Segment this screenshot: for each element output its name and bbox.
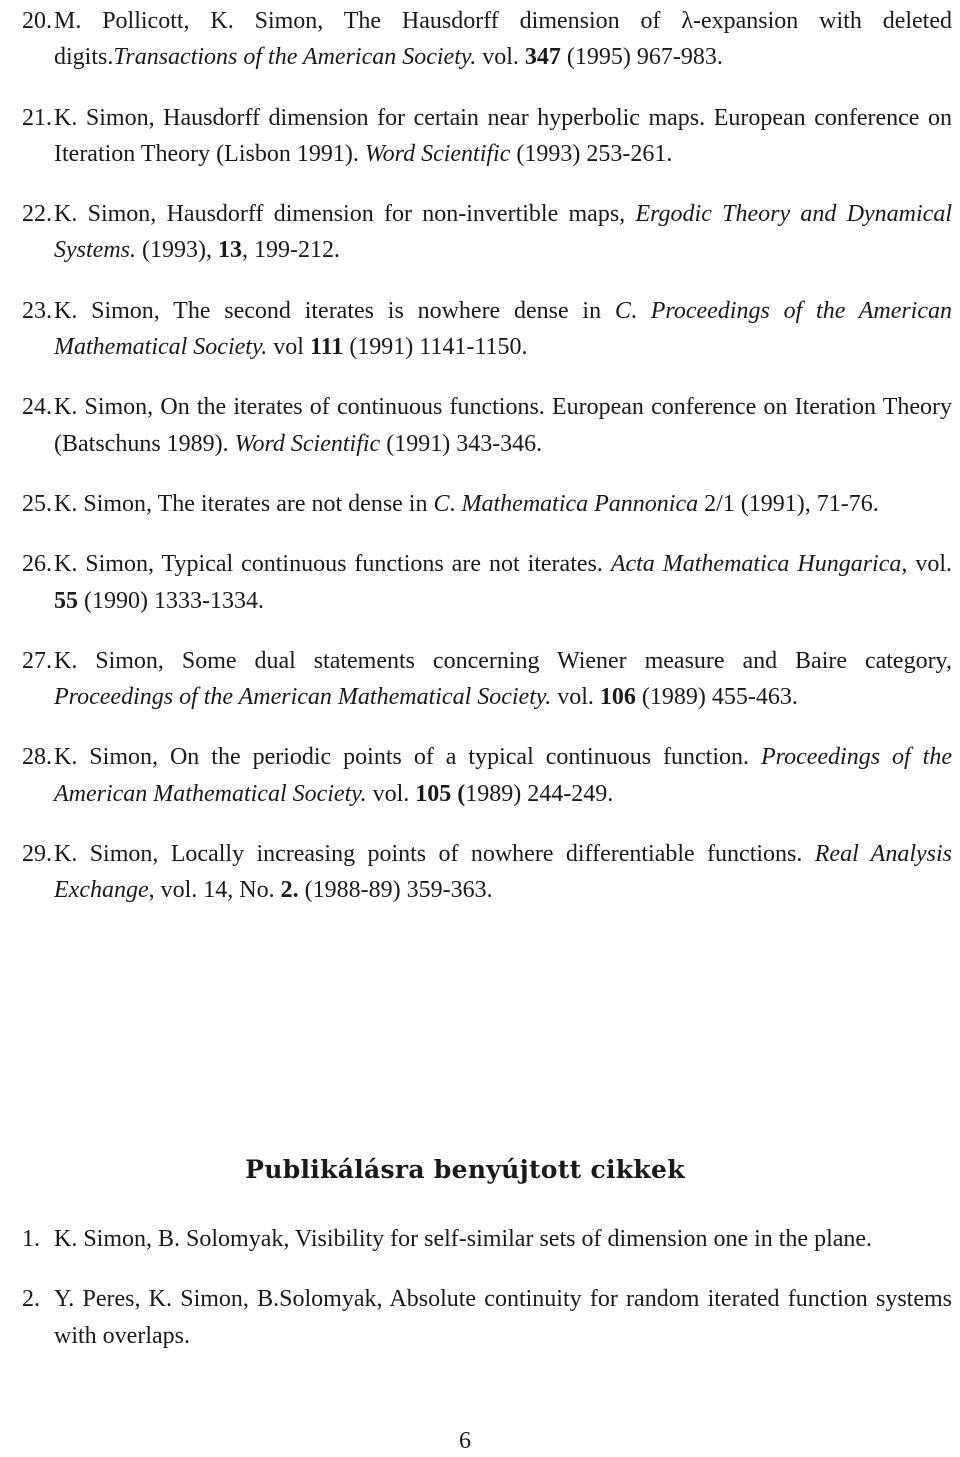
reference-title-end: .	[630, 297, 651, 324]
reference-venue: Proceedings of the American Mathematical Society.	[54, 684, 552, 711]
reference-title: Hausdorff dimension for non-invertible maps,	[166, 201, 636, 228]
reference-volume: 2.	[280, 877, 299, 904]
reference-item-29	[22, 836, 952, 909]
reference-pages: (1989) 455-463.	[635, 684, 798, 711]
reference-item-28	[22, 739, 952, 812]
submitted-item-1	[22, 1221, 952, 1257]
reference-venue: Word Scientific	[234, 430, 381, 457]
reference-item-20	[22, 3, 952, 76]
reference-title: The iterates are not dense in	[157, 490, 434, 517]
reference-venue: Real Analysis Exchange	[54, 841, 952, 904]
submitted-text: K. Simon, B. Solomyak, Visibility for self-similar sets of dimension one in the plane.	[54, 1226, 873, 1252]
reference-volume: 105 (	[415, 780, 466, 807]
reference-pre-volume: (1993),	[135, 237, 218, 264]
reference-author: K. Simon,	[54, 744, 170, 771]
reference-author: M. Pollicott, K. Simon,	[54, 8, 344, 34]
reference-volume: 106	[599, 684, 636, 711]
submitted-list	[22, 1218, 952, 1378]
reference-venue: Word Scientific	[364, 140, 511, 167]
reference-title: On the iterates of continuous functions. European conference on Iteration Theory (Batschuns 1989).	[54, 394, 953, 457]
reference-author: K. Simon,	[54, 201, 167, 228]
reference-pages: (1993) 253-261.	[510, 140, 673, 167]
reference-title: Typical continuous functions are not iterates.	[161, 551, 611, 578]
reference-number: 29.	[22, 841, 52, 868]
reference-volume: 55	[54, 587, 78, 614]
reference-author: K. Simon,	[54, 551, 162, 578]
reference-pre-volume: vol	[267, 334, 310, 361]
reference-item-27	[22, 643, 952, 716]
reference-list	[22, 0, 952, 933]
reference-title-end: .	[449, 490, 462, 517]
reference-author: K. Simon,	[54, 394, 161, 421]
reference-item-24	[22, 389, 952, 462]
reference-number: 28.	[22, 744, 52, 771]
reference-pages: (1991) 343-346.	[380, 430, 543, 457]
reference-pages: (1988-89) 359-363.	[298, 877, 493, 904]
submitted-number: 1.	[22, 1226, 40, 1252]
reference-pages: (1991) 1141-1150.	[343, 334, 528, 361]
reference-volume: 347	[524, 44, 561, 71]
reference-number: 26.	[22, 551, 52, 578]
reference-author: K. Simon,	[54, 297, 174, 324]
reference-title: Locally increasing points of nowhere differentiable functions.	[170, 841, 815, 868]
reference-title: The Hausdorff dimension of λ-expansion with deleted digits.	[54, 8, 952, 71]
reference-pre-volume: vol.	[907, 551, 953, 578]
reference-pre-volume: vol.	[476, 44, 525, 71]
reference-pages: 2/1 (1991), 71-76.	[698, 490, 879, 517]
reference-item-23	[22, 293, 952, 366]
reference-item-22	[22, 196, 952, 269]
reference-author: K. Simon,	[54, 841, 171, 868]
reference-number: 25.	[22, 490, 52, 517]
reference-author: K. Simon,	[54, 490, 158, 517]
reference-pre-volume: , vol. 14, No.	[148, 877, 281, 904]
reference-author: K. Simon,	[54, 104, 164, 131]
reference-number: 23.	[22, 297, 52, 324]
reference-pages: (1990) 1333-1334.	[78, 587, 264, 614]
reference-title: Hausdorff dimension for certain near hyperbolic maps. European conference on Iteration Theory (Lisbon 1991).	[54, 104, 952, 167]
reference-venue: Mathematica Pannonica	[461, 490, 699, 517]
reference-pages: (1995) 967-983.	[560, 44, 723, 71]
reference-number: 27.	[22, 647, 52, 674]
reference-item-26	[22, 546, 952, 619]
reference-title: Some dual statements concerning Wiener measure and Baire category,	[181, 647, 952, 674]
page-number: 6	[459, 1428, 471, 1454]
reference-title: On the periodic points of a typical continuous function.	[169, 744, 761, 771]
reference-number: 22.	[22, 201, 52, 228]
submitted-text: Y. Peres, K. Simon, B.Solomyak, Absolute continuity for random iterated function systems with overlaps.	[54, 1286, 952, 1349]
reference-volume: 111	[309, 334, 344, 361]
submitted-number: 2.	[22, 1286, 40, 1313]
reference-venue: Transactions of the American Society.	[113, 44, 477, 71]
reference-item-25	[22, 486, 952, 522]
reference-pre-volume: vol.	[366, 780, 416, 807]
submitted-item-2	[22, 1281, 952, 1354]
reference-author: K. Simon,	[54, 647, 182, 674]
reference-venue: Proceedings of the American Mathematical Society.	[54, 744, 952, 807]
reference-pages: , 199-212.	[241, 237, 340, 264]
reference-title-symbol: C	[614, 297, 631, 324]
reference-number: 20.	[22, 8, 52, 34]
reference-number: 21.	[22, 104, 52, 131]
reference-venue: Ergodic Theory and Dynamical Systems.	[54, 201, 952, 264]
reference-title-symbol: C	[433, 490, 450, 517]
reference-pre-volume: vol.	[551, 684, 600, 711]
reference-title: The second iterates is nowhere dense in	[173, 297, 615, 324]
reference-venue: Acta Mathematica Hungarica,	[610, 551, 908, 578]
reference-number: 24.	[22, 394, 52, 421]
reference-volume: 13	[217, 237, 242, 264]
reference-item-21	[22, 100, 952, 173]
reference-pages: 1989) 244-249.	[465, 780, 614, 807]
section-title: Publikálásra benyújtott cikkek	[245, 1155, 685, 1184]
reference-venue: Proceedings of the American Mathematical Society.	[54, 297, 953, 361]
